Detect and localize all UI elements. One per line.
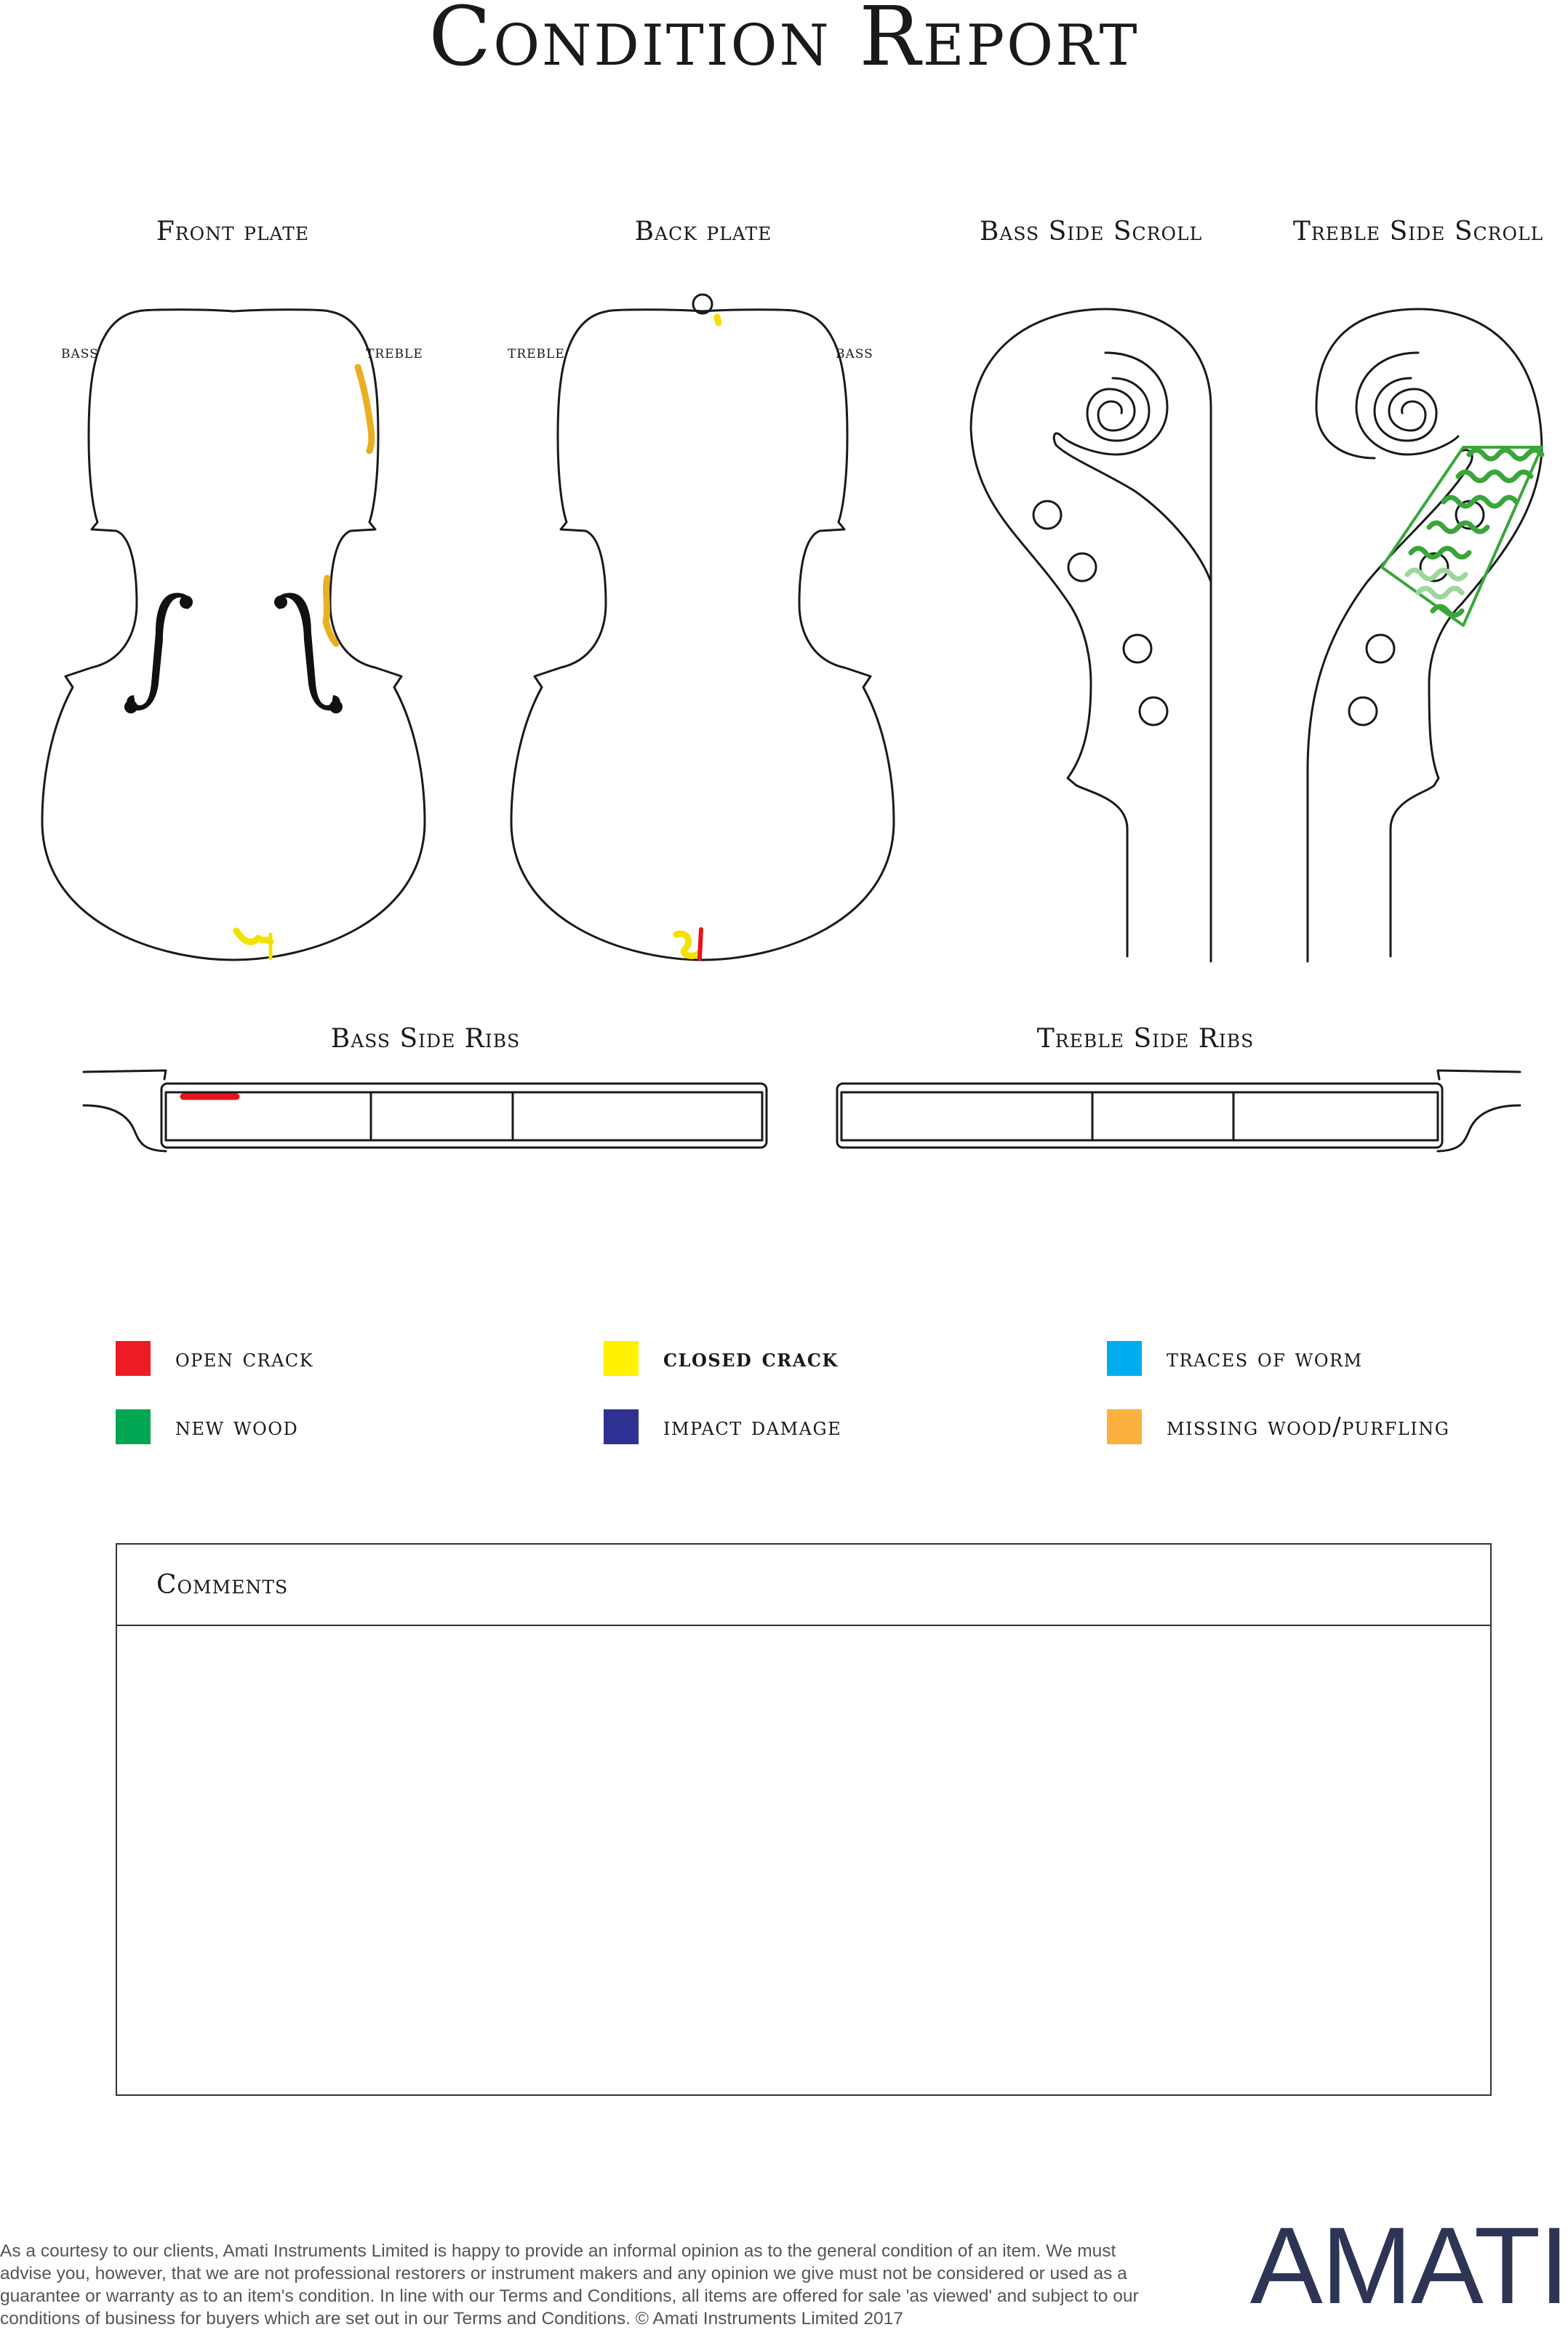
comments-header	[117, 1545, 1490, 1626]
legend-label: missing wood/purfling	[1167, 1412, 1450, 1441]
comments-title: Comments	[156, 1569, 289, 1600]
legend-closed-crack	[604, 1340, 839, 1377]
back-plate-title: Back plate	[634, 217, 772, 247]
front-plate-markings	[236, 367, 372, 958]
footer-disclaimer: As a courtesy to our clients, Amati Instruments Limited is happy to provide an informal opinion as to the general condition of an item. We must advise you, however, that we are not professional restorers or instrument makers and any opinion we give must not be considered or used as a guarantee or warranty as to an item's condition. In line with our Terms and Conditions, all items are offered for sale 'as viewed' and subject to our conditions of business for buyers which are set out in our Terms and Conditions. © Amati Instruments Limited 2017	[0, 2241, 1139, 2329]
legend-open-crack	[116, 1340, 313, 1377]
legend-impact-damage	[604, 1409, 841, 1445]
back-plate-treble-label: treble	[508, 342, 565, 362]
legend-label: open crack	[175, 1344, 314, 1373]
legend-label: traces of worm	[1167, 1344, 1363, 1373]
bass-side-ribs-outline	[84, 1070, 767, 1151]
missing-wood-purfling-swatch	[1107, 1409, 1142, 1444]
brand-logo: AMATI	[1249, 2204, 1568, 2326]
f-hole-bass	[124, 593, 193, 713]
legend-new-wood	[116, 1409, 298, 1445]
legend-traces-of-worm	[1107, 1340, 1363, 1377]
bass-side-ribs-title: Bass Side Ribs	[330, 1024, 521, 1054]
bass-side-scroll-outline	[971, 309, 1211, 961]
f-hole-treble	[274, 593, 343, 713]
comments-box	[116, 1543, 1492, 2096]
traces-of-worm-swatch	[1107, 1341, 1142, 1376]
new-wood-swatch	[116, 1409, 151, 1444]
front-plate-bass-label: bass	[61, 342, 99, 362]
legend-label: closed crack	[663, 1344, 839, 1373]
front-plate-title: Front plate	[156, 217, 310, 247]
treble-scroll-new-wood-marking	[1382, 447, 1542, 625]
bass-side-scroll-title: Bass Side Scroll	[979, 217, 1203, 247]
legend-label: new wood	[175, 1412, 299, 1441]
open-crack-swatch	[116, 1341, 151, 1376]
back-plate-markings	[676, 317, 719, 958]
impact-damage-swatch	[604, 1409, 639, 1444]
treble-side-ribs-title: Treble Side Ribs	[1036, 1024, 1255, 1054]
front-plate-treble-label: treble	[366, 342, 423, 362]
treble-side-ribs-outline	[837, 1070, 1520, 1151]
treble-side-scroll-outline	[1308, 309, 1542, 961]
legend-missing-wood-purfling	[1107, 1409, 1449, 1445]
back-plate-outline	[511, 295, 894, 960]
legend-label: impact damage	[663, 1412, 842, 1441]
comments-body[interactable]	[117, 1626, 1490, 2091]
closed-crack-swatch	[604, 1341, 639, 1376]
treble-side-scroll-title: Treble Side Scroll	[1292, 217, 1544, 247]
back-plate-bass-label: bass	[836, 342, 873, 362]
page-title: Condition Report	[428, 0, 1140, 84]
